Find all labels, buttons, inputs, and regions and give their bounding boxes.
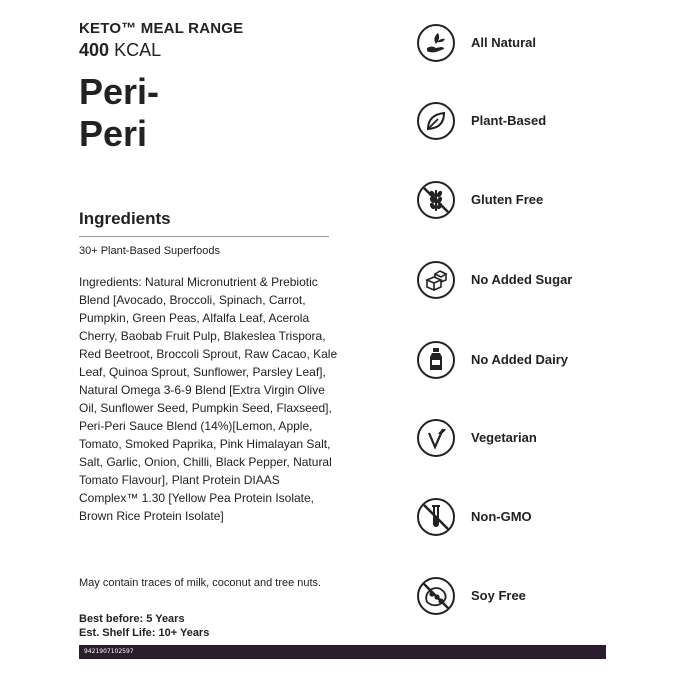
badge-label: Soy Free [471, 588, 526, 603]
allergen-note: May contain traces of milk, coconut and tree nuts. [79, 577, 322, 589]
badge-label: Gluten Free [471, 192, 544, 207]
badge-label: All Natural [471, 35, 537, 50]
badge-no-added-dairy [416, 340, 616, 380]
best-before: Best before: 5 Years [79, 613, 185, 625]
superfoods-note: 30+ Plant-Based Superfoods [79, 245, 220, 257]
badge-non-gmo [416, 497, 616, 537]
soybean-crossed-icon [416, 576, 456, 616]
badge-no-added-sugar [416, 260, 616, 300]
product-title: Peri-Peri [79, 71, 160, 154]
sprout-v-icon [416, 418, 456, 458]
shelf-life: Est. Shelf Life: 10+ Years [79, 627, 210, 639]
hand-leaf-icon [416, 23, 456, 63]
badge-soy-free [416, 576, 616, 616]
leaf-icon [416, 101, 456, 141]
heading-divider [79, 236, 329, 237]
badge-all-natural [416, 23, 616, 63]
product-info [79, 20, 339, 639]
kcal-value: 400 [79, 40, 110, 60]
wheat-crossed-icon [416, 180, 456, 220]
test-tube-crossed-icon [416, 497, 456, 537]
badge-plant-based [416, 101, 616, 141]
badge-label: No Added Dairy [471, 352, 569, 367]
kcal-line [79, 39, 339, 61]
ingredients-list: Ingredients: Natural Micronutrient & Prebiotic Blend [Avocado, Broccoli, Spinach, Carrot, Pumpkin, Green Peas, Alfalfa Leaf, Acerola Cherry, Baobab Fruit Pulp, Blakeslea Trispora, Red Beetroot, Broccoli Sprout, Raw Cacao, Kale Leaf, Quinoa Sprout, Sunflower, Parsley Leaf], Natural Omega 3-6-9 Blend [Extra Virgin Olive Oil, Sunflower Seed, Pumpkin Seed, Flaxseed], Peri-Peri Sauce Blend (14%)[Lemon, Apple, Tomato, Smoked Paprika, Pink Himalayan Salt, Salt, Garlic, Onion, Chilli, Black Pepper, Natural Tomato Flavour], Plant Protein DIAAS Complex™ 1.30 [Yellow Pea Protein Isolate, Brown Rice Protein Isolate] [79, 275, 338, 523]
range-label: KETO™ MEAL RANGE [79, 20, 244, 37]
badge-label: Non-GMO [471, 509, 532, 524]
milk-bottle-icon [416, 340, 456, 380]
badge-label: No Added Sugar [471, 272, 573, 287]
badge-label: Plant-Based [471, 113, 547, 128]
badge-vegetarian [416, 418, 616, 458]
barcode-number: 9421907102597 [84, 648, 134, 655]
sugar-cubes-icon [416, 260, 456, 300]
badge-gluten-free [416, 180, 616, 220]
kcal-unit: KCAL [114, 40, 162, 60]
ingredients-heading: Ingredients [79, 209, 171, 228]
barcode-strip [79, 645, 606, 659]
badge-label: Vegetarian [471, 430, 537, 445]
shelf-info [79, 612, 209, 640]
